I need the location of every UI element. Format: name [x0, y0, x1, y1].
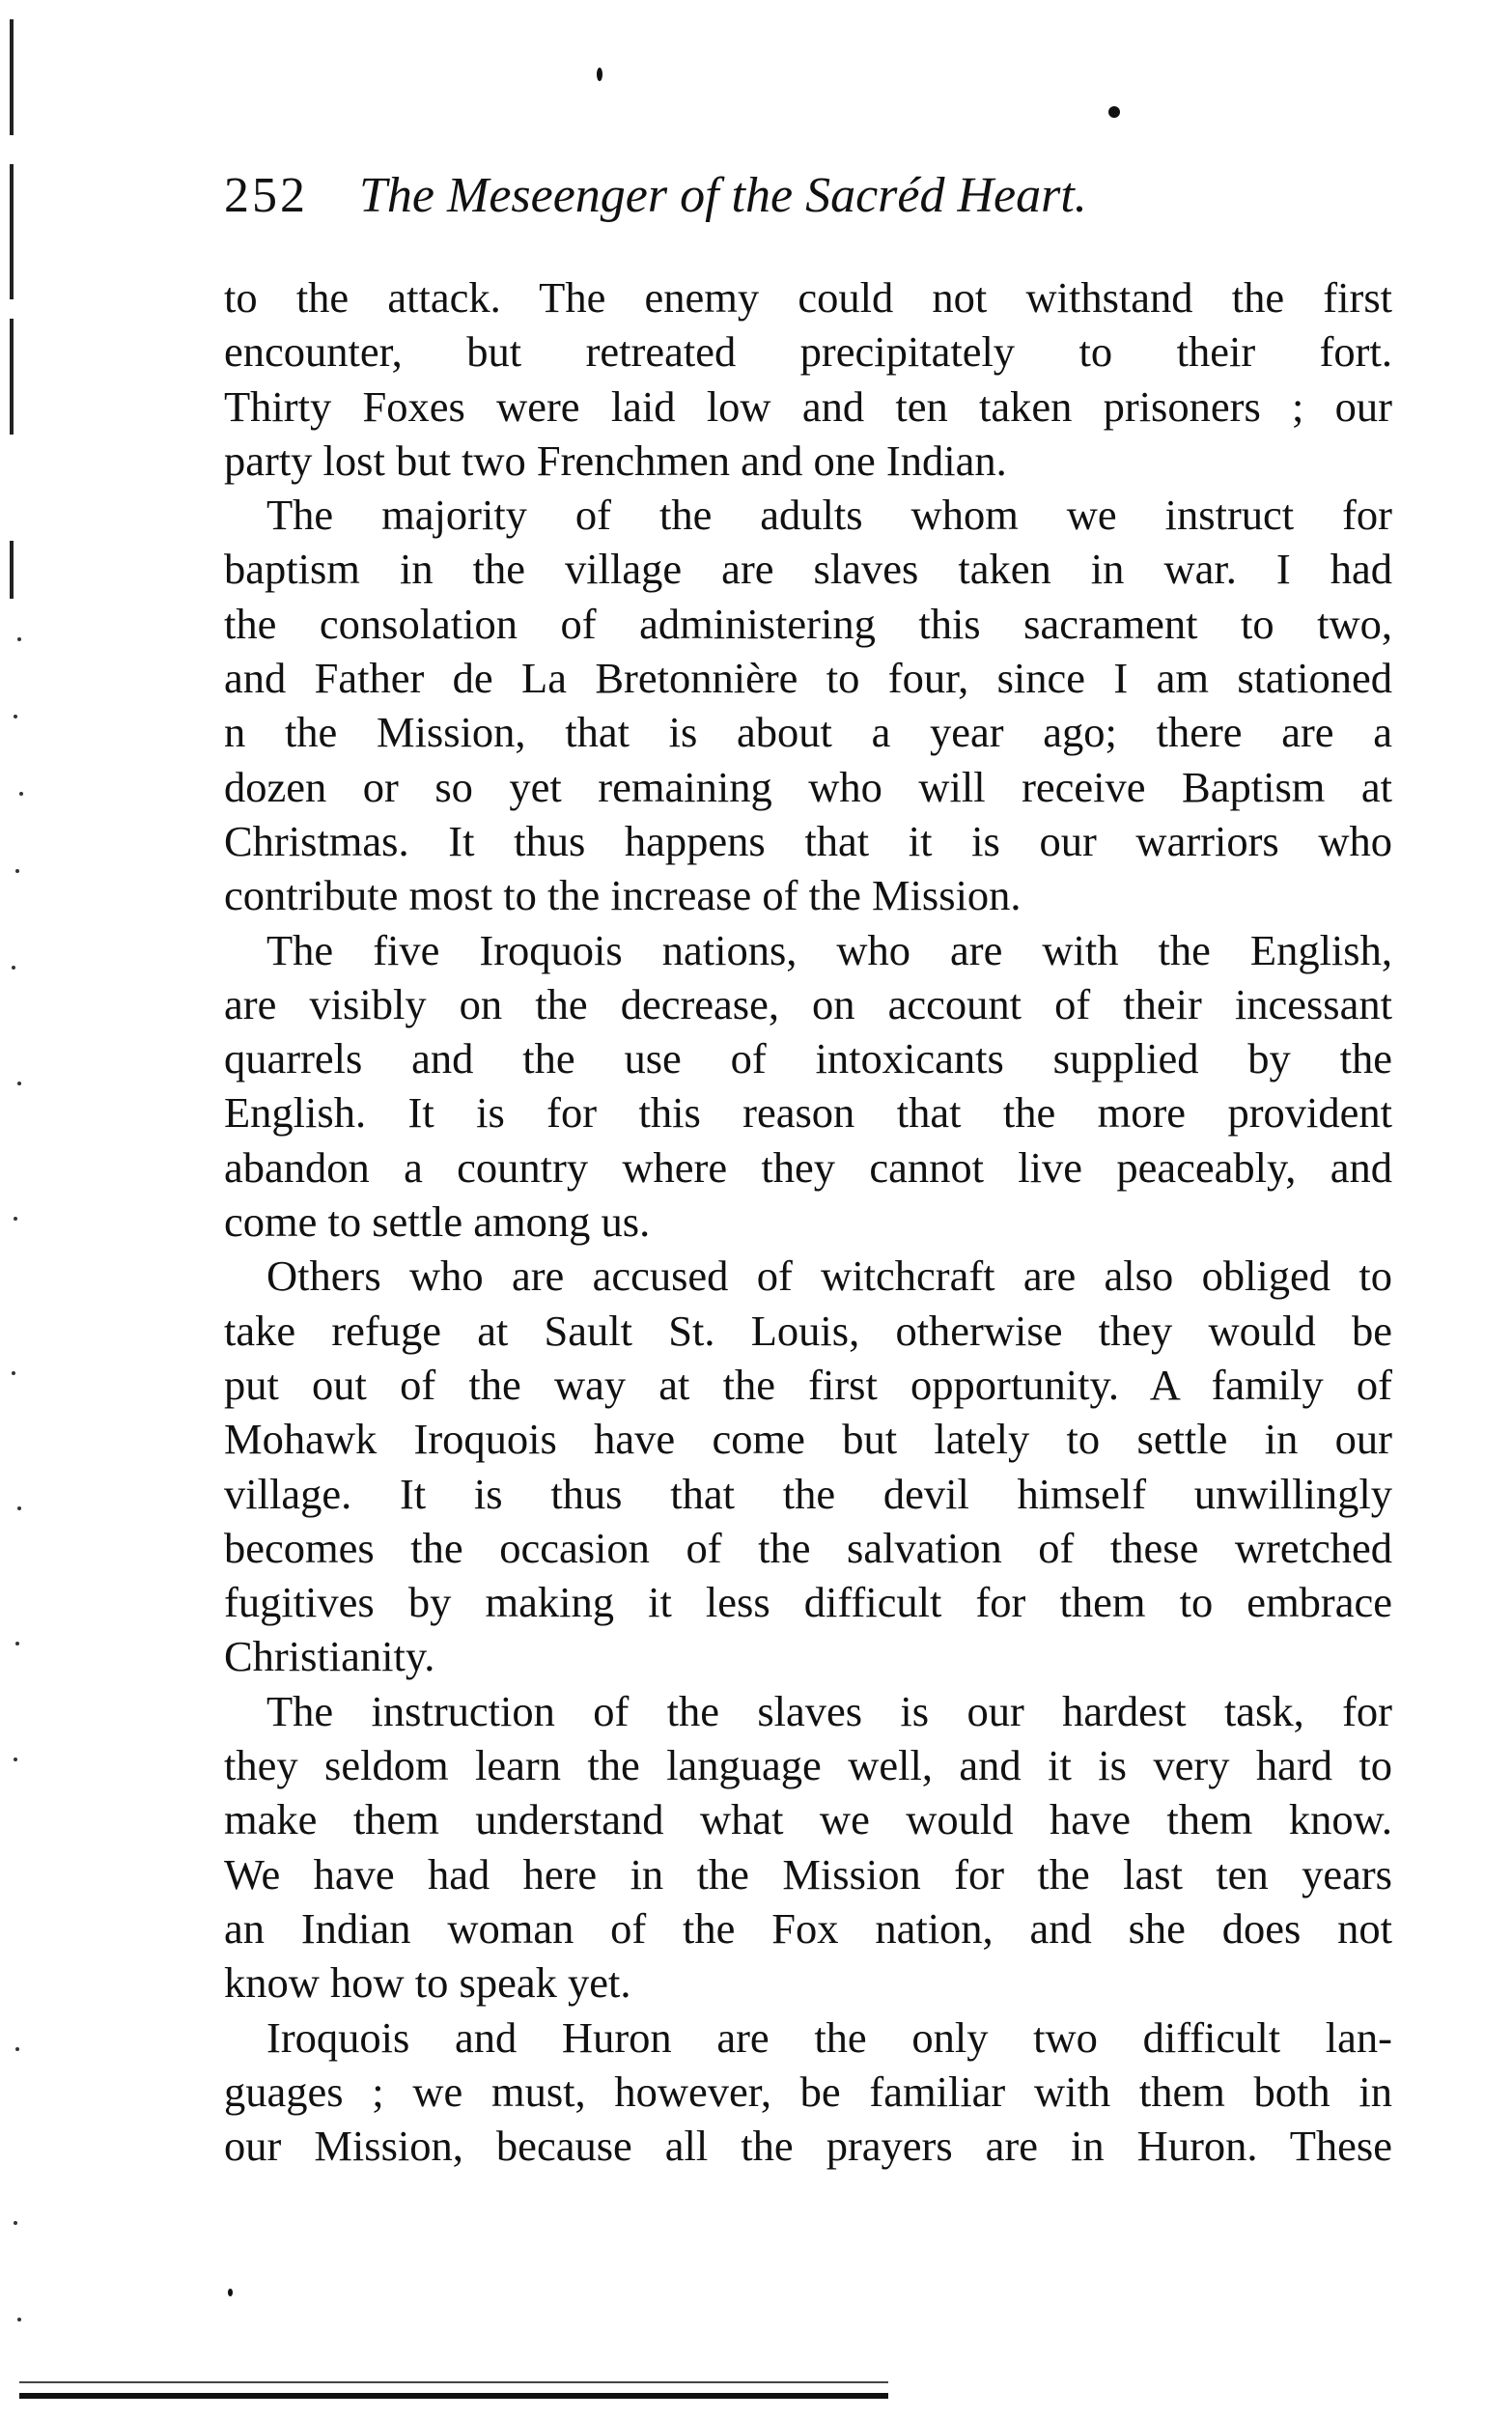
scan-speck: [14, 2221, 17, 2225]
text-line: n the Mission, that is about a year ago; there are a: [224, 708, 1392, 757]
text-line: village. It is thus that the devil himself unwillingly: [224, 1469, 1392, 1518]
text-line: and Father de La Bretonnière to four, since I am stationed: [224, 654, 1392, 703]
scan-mark: [10, 164, 14, 299]
running-header: [224, 162, 1267, 230]
scan-speck: [14, 1758, 17, 1761]
scan-speck: [12, 966, 15, 970]
text-line: contribute most to the increase of the Mission.: [224, 871, 1022, 920]
page-number: 252: [224, 168, 308, 223]
text-line: Mohawk Iroquois have come but lately to settle in our: [224, 1415, 1392, 1464]
scan-mark: [10, 541, 14, 599]
text-line: baptism in the village are slaves taken in war. I had: [224, 545, 1392, 594]
scan-speck: [19, 792, 23, 796]
scan-speck: [14, 1217, 17, 1221]
text-line: our Mission, because all the prayers are in Huron. These: [224, 2122, 1392, 2171]
paragraph: [224, 1684, 1392, 2011]
scan-mark: [10, 319, 14, 435]
running-title: The Meseenger of the Sacréd Heart.: [359, 168, 1087, 223]
text-line: know how to speak yet.: [224, 1958, 631, 2008]
paragraph: [224, 1249, 1392, 1683]
paragraph: [224, 270, 1392, 488]
text-line: the consolation of administering this sacrament to two,: [224, 599, 1392, 648]
scan-speck: [17, 1506, 21, 1510]
ink-dot: [228, 2289, 233, 2296]
text-line: The majority of the adults whom we instruct for: [266, 491, 1392, 540]
text-line: quarrels and the use of intoxicants supplied by the: [224, 1034, 1392, 1083]
scan-speck: [17, 1082, 21, 1085]
scan-speck: [14, 715, 17, 718]
ink-dot: [1108, 106, 1120, 118]
text-line: The five Iroquois nations, who are with the English,: [266, 925, 1392, 974]
text-line: come to settle among us.: [224, 1197, 651, 1247]
text-line: Christmas. It thus happens that it is our warriors who: [224, 816, 1392, 865]
scan-speck: [17, 2318, 21, 2321]
text-line: they seldom learn the language well, and it is very hard to: [224, 1741, 1392, 1790]
text-line: English. It is for this reason that the more provident: [224, 1088, 1392, 1138]
text-line: make them understand what we would have them know.: [224, 1795, 1392, 1844]
bottom-rule-thin: [19, 2381, 888, 2383]
scan-margin: [0, 0, 39, 2419]
text-line: Christianity.: [224, 1632, 435, 1681]
paragraph: [224, 488, 1392, 922]
text-line: encounter, but retreated precipitately to their fort.: [224, 327, 1392, 377]
scan-mark: [10, 19, 14, 135]
scan-speck: [15, 2047, 19, 2051]
text-line: are visibly on the decrease, on account of their incessant: [224, 979, 1392, 1028]
text-line: We have had here in the Mission for the last ten years: [224, 1849, 1392, 1899]
text-line: an Indian woman of the Fox nation, and she does not: [224, 1903, 1392, 1953]
text-line: Others who are accused of witchcraft are also obliged to: [266, 1252, 1392, 1301]
text-line: The instruction of the slaves is our hardest task, for: [266, 1686, 1392, 1735]
paragraph: [224, 2011, 1392, 2174]
scan-speck: [15, 1642, 19, 1645]
text-line: put out of the way at the first opportunity. A family of: [224, 1360, 1392, 1409]
text-line: take refuge at Sault St. Louis, otherwise they would be: [224, 1306, 1392, 1355]
paragraph: [224, 923, 1392, 1250]
text-line: guages ; we must, however, be familiar with them both in: [224, 2067, 1392, 2116]
scan-speck: [17, 637, 21, 641]
text-line: fugitives by making it less difficult for them to embrace: [224, 1578, 1392, 1627]
text-line: abandon a country where they cannot live peaceably, and: [224, 1142, 1392, 1192]
text-line: becomes the occasion of the salvation of these wretched: [224, 1523, 1392, 1572]
scan-speck: [15, 869, 19, 873]
scan-speck: [12, 1371, 15, 1375]
text-line: Thirty Foxes were laid low and ten taken prisoners ; our: [224, 381, 1392, 431]
text-line: to the attack. The enemy could not withstand the first: [224, 273, 1392, 322]
bottom-rule: [19, 2393, 888, 2399]
ink-dot: [597, 68, 602, 81]
text-line: Iroquois and Huron are the only two difficult lan-: [266, 2012, 1392, 2062]
text-line: dozen or so yet remaining who will receive Baptism at: [224, 762, 1392, 811]
text-line: party lost but two Frenchmen and one Indian.: [224, 436, 1007, 485]
body-text: [224, 270, 1392, 2173]
